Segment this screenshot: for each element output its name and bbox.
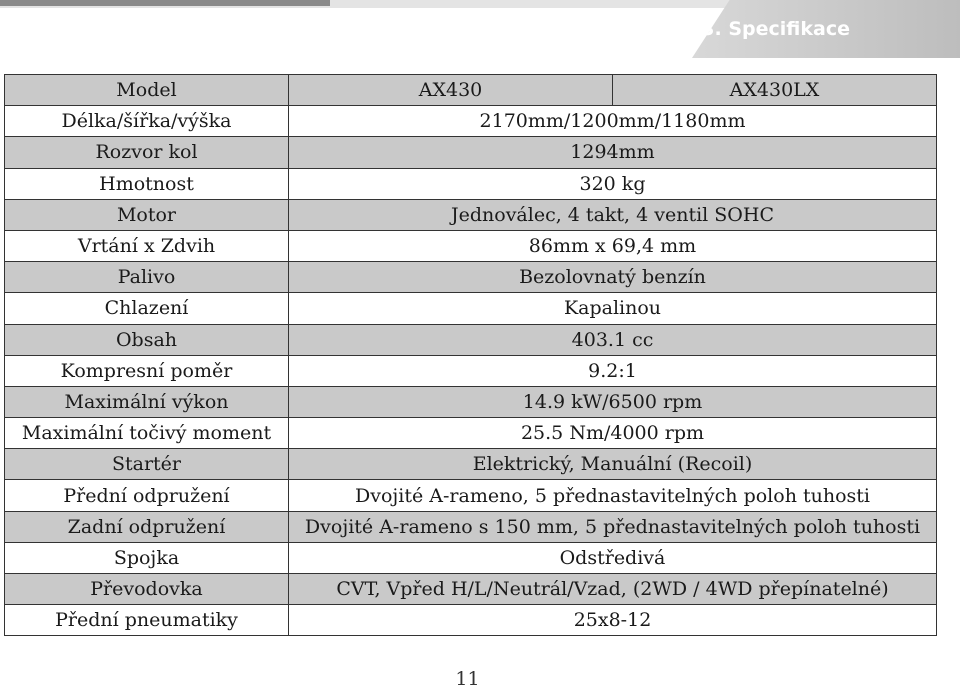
table-row	[5, 605, 937, 636]
row-value: 9.2:1	[289, 355, 937, 386]
table-row	[5, 418, 937, 449]
row-label: Motor	[5, 199, 289, 230]
row-label: Převodovka	[5, 574, 289, 605]
table-row	[5, 137, 937, 168]
row-label: Palivo	[5, 262, 289, 293]
row-value: 25.5 Nm/4000 rpm	[289, 418, 937, 449]
top-rule-accent	[0, 0, 330, 6]
table-row	[5, 542, 937, 573]
table-row	[5, 106, 937, 137]
model-ax430: AX430	[289, 75, 613, 106]
model-ax430lx: AX430LX	[613, 75, 937, 106]
row-value: Dvojité A-rameno s 150 mm, 5 přednastavitelných poloh tuhosti	[289, 511, 937, 542]
row-value: 2170mm/1200mm/1180mm	[289, 106, 937, 137]
row-label: Model	[5, 75, 289, 106]
row-label: Rozvor kol	[5, 137, 289, 168]
row-label: Spojka	[5, 542, 289, 573]
row-label: Startér	[5, 449, 289, 480]
row-label: Délka/šířka/výška	[5, 106, 289, 137]
row-label: Kompresní poměr	[5, 355, 289, 386]
row-value: 403.1 cc	[289, 324, 937, 355]
row-label: Zadní odpružení	[5, 511, 289, 542]
table-row	[5, 449, 937, 480]
table-row	[5, 511, 937, 542]
row-value: Odstředivá	[289, 542, 937, 573]
row-value: 25x8-12	[289, 605, 937, 636]
row-value: CVT, Vpřed H/L/Neutrál/Vzad, (2WD / 4WD přepínatelné)	[289, 574, 937, 605]
table-row	[5, 355, 937, 386]
table-row-model	[5, 75, 937, 106]
row-value: Dvojité A-rameno, 5 přednastavitelných poloh tuhosti	[289, 480, 937, 511]
table-row	[5, 386, 937, 417]
row-value: Jednoválec, 4 takt, 4 ventil SOHC	[289, 199, 937, 230]
table-row	[5, 230, 937, 261]
row-label: Přední pneumatiky	[5, 605, 289, 636]
table-row	[5, 574, 937, 605]
specification-table	[4, 74, 937, 636]
row-value: Bezolovnatý benzín	[289, 262, 937, 293]
table-row	[5, 262, 937, 293]
row-value: Elektrický, Manuální (Recoil)	[289, 449, 937, 480]
row-label: Chlazení	[5, 293, 289, 324]
row-value: Kapalinou	[289, 293, 937, 324]
page-number: 11	[455, 668, 480, 690]
table-row	[5, 199, 937, 230]
row-value: 1294mm	[289, 137, 937, 168]
table-row	[5, 324, 937, 355]
row-label: Obsah	[5, 324, 289, 355]
row-label: Hmotnost	[5, 168, 289, 199]
row-label: Maximální výkon	[5, 386, 289, 417]
row-value: 14.9 kW/6500 rpm	[289, 386, 937, 417]
row-label: Maximální točivý moment	[5, 418, 289, 449]
section-title: 3. Specifikace	[701, 18, 850, 40]
row-label: Vrtání x Zdvih	[5, 230, 289, 261]
table-row	[5, 480, 937, 511]
table-row	[5, 293, 937, 324]
row-value: 320 kg	[289, 168, 937, 199]
table-row	[5, 168, 937, 199]
row-label: Přední odpružení	[5, 480, 289, 511]
row-value: 86mm x 69,4 mm	[289, 230, 937, 261]
